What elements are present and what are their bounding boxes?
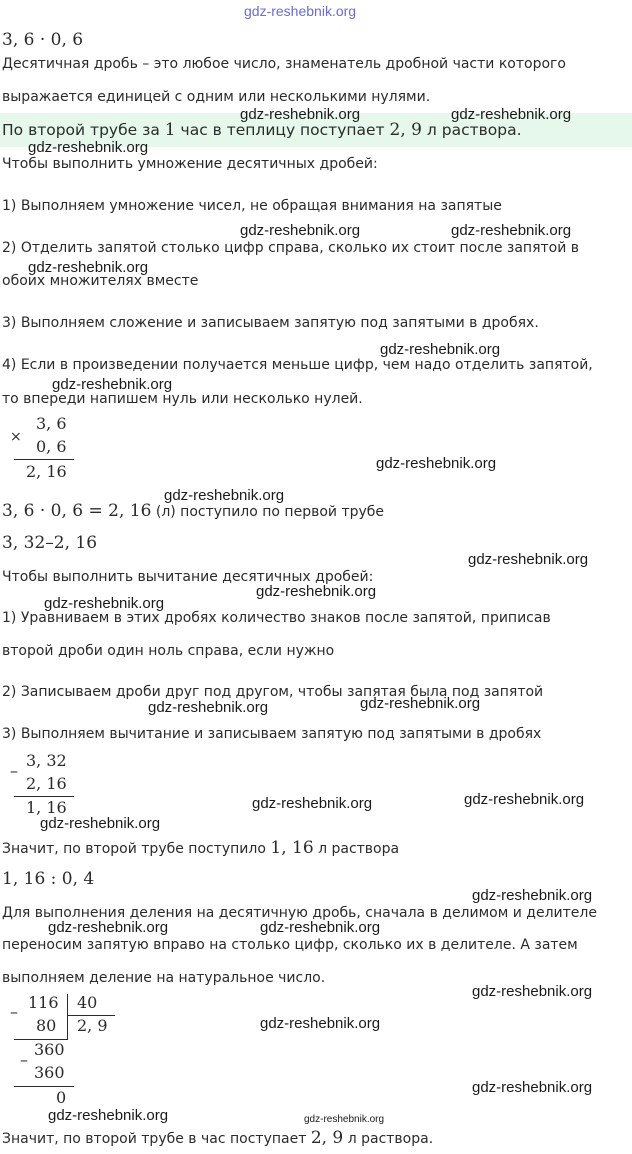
div-remainder-2: 0 xyxy=(56,1088,67,1107)
watermark: gdz-reshebnik.org xyxy=(260,1015,381,1032)
sub-result: 1, 16 xyxy=(26,798,67,817)
subtraction-step-1a: 1) Уравниваем в этих дробях количество знаков после запятой, приписав xyxy=(2,610,551,626)
watermark-small: gdz-reshebnik.org xyxy=(304,1114,385,1125)
watermark: gdz-reshebnik.org xyxy=(360,695,481,712)
watermark: gdz-reshebnik.org xyxy=(40,815,161,832)
watermark: gdz-reshebnik.org xyxy=(468,551,589,568)
div-remainder-1: 360 xyxy=(34,1040,65,1059)
watermark: gdz-reshebnik.org xyxy=(256,583,377,600)
division-result-unit: л раствора. xyxy=(347,1131,434,1147)
watermark: gdz-reshebnik.org xyxy=(48,1107,169,1124)
watermark: gdz-reshebnik.org xyxy=(164,487,285,504)
div-dividend: 116 xyxy=(28,993,59,1012)
watermark: gdz-reshebnik.org xyxy=(28,259,149,276)
mult-sign: × xyxy=(10,429,22,445)
expression-multiplication: 3, 6 · 0, 6 xyxy=(2,30,84,50)
mult-operand-a: 3, 6 xyxy=(36,414,67,433)
problem-statement xyxy=(2,121,522,139)
div-line-2 xyxy=(14,1086,74,1087)
mult-line xyxy=(14,459,74,460)
watermark: gdz-reshebnik.org xyxy=(451,106,572,123)
multiplication-step-2a: 2) Отделить запятой столько цифр справа, сколько их стоит после запятой в xyxy=(2,240,580,256)
watermark: gdz-reshebnik.org xyxy=(44,595,165,612)
subtraction-result-unit: л раствора xyxy=(318,841,400,857)
watermark: gdz-reshebnik.org xyxy=(48,919,169,936)
multiplication-equation: 3, 6 · 0, 6 = 2, 16 xyxy=(2,501,152,521)
subtraction-result-line xyxy=(2,839,399,858)
div-subtract-2: 360 xyxy=(34,1063,65,1082)
multiplication-step-1: 1) Выполняем умножение чисел, не обращая внимания на запятые xyxy=(2,198,502,214)
multiplication-step-4a: 4) Если в произведении получается меньше цифр, чем надо отделить запятой, xyxy=(2,357,593,373)
sub-operand-a: 3, 32 xyxy=(26,751,67,770)
watermark-top: gdz-reshebnik.org xyxy=(244,3,357,19)
subtraction-step-2: 2) Записываем дроби друг под другом, чтобы запятая была под запятой xyxy=(2,684,544,700)
multiplication-intro: Чтобы выполнить умножение десятичных дробей: xyxy=(2,156,378,172)
problem-text-b: час в теплицу поступает xyxy=(180,121,385,139)
problem-text-c: л раствора. xyxy=(426,121,522,139)
watermark: gdz-reshebnik.org xyxy=(472,887,593,904)
watermark: gdz-reshebnik.org xyxy=(260,919,381,936)
division-result-text: Значит, по второй трубе в час поступает xyxy=(2,1131,307,1147)
multiplication-step-3: 3) Выполняем сложение и записываем запятую под запятыми в дробях. xyxy=(2,315,539,331)
division-result-number: 2, 9 xyxy=(310,1128,344,1148)
subtraction-result-text: Значит, по второй трубе поступило xyxy=(2,841,266,857)
watermark: gdz-reshebnik.org xyxy=(52,376,173,393)
subtraction-step-3: 3) Выполняем вычитание и записываем запятую под запятыми в дробях xyxy=(2,726,542,742)
definition-line-1: Десятичная дробь – это любое число, знаменатель дробной части которого xyxy=(2,56,566,72)
watermark: gdz-reshebnik.org xyxy=(28,139,149,156)
division-step-2: переносим запятую вправо на столько цифр, сколько их в делителе. А затем xyxy=(2,937,578,953)
sub-line xyxy=(14,796,74,797)
division-step-1: Для выполнения деления на десятичную дробь, сначала в делимом и делителе xyxy=(2,905,597,921)
expression-subtraction: 3, 32–2, 16 xyxy=(2,533,98,553)
division-step-3: выполняем деление на натуральное число. xyxy=(2,970,326,986)
multiplication-result-line xyxy=(2,502,384,521)
problem-number-hours: 1 xyxy=(164,120,176,140)
watermark: gdz-reshebnik.org xyxy=(376,455,497,472)
watermark: gdz-reshebnik.org xyxy=(472,983,593,1000)
problem-text-a: По второй трубе за xyxy=(2,121,160,139)
watermark: gdz-reshebnik.org xyxy=(240,106,361,123)
watermark: gdz-reshebnik.org xyxy=(451,222,572,239)
multiplication-result-text: (л) поступило по первой трубе xyxy=(155,504,385,520)
div-vertical-line xyxy=(67,994,68,1040)
div-subtract-1: 80 xyxy=(36,1016,57,1035)
mult-operand-b: 0, 6 xyxy=(36,437,67,456)
multiplication-step-4b: то впереди напишем нуль или несколько нулей. xyxy=(2,391,363,407)
div-divisor: 40 xyxy=(77,993,98,1012)
watermark: gdz-reshebnik.org xyxy=(472,1079,593,1096)
watermark: gdz-reshebnik.org xyxy=(148,699,269,716)
watermark: gdz-reshebnik.org xyxy=(380,341,501,358)
definition-line-2: выражается единицей с одним или несколькими нулями. xyxy=(2,89,431,105)
watermark: gdz-reshebnik.org xyxy=(464,791,585,808)
div-minus-2: – xyxy=(20,1050,28,1069)
subtraction-step-1b: второй дроби один ноль справа, если нужно xyxy=(2,643,335,659)
watermark: gdz-reshebnik.org xyxy=(240,222,361,239)
multiplication-step-2b: обоих множителях вместе xyxy=(2,273,199,289)
sub-sign: – xyxy=(10,761,18,780)
watermark: gdz-reshebnik.org xyxy=(252,795,373,812)
expression-division: 1, 16 : 0, 4 xyxy=(2,869,95,889)
mult-result: 2, 16 xyxy=(26,462,67,481)
subtraction-intro: Чтобы выполнить вычитание десятичных дробей: xyxy=(2,569,374,585)
div-quotient: 2, 9 xyxy=(77,1016,108,1035)
div-minus-1: – xyxy=(10,1002,18,1021)
subtraction-result-number: 1, 16 xyxy=(270,838,314,858)
sub-operand-b: 2, 16 xyxy=(26,774,67,793)
division-result-line xyxy=(2,1129,433,1148)
problem-number-volume: 2, 9 xyxy=(389,120,422,140)
